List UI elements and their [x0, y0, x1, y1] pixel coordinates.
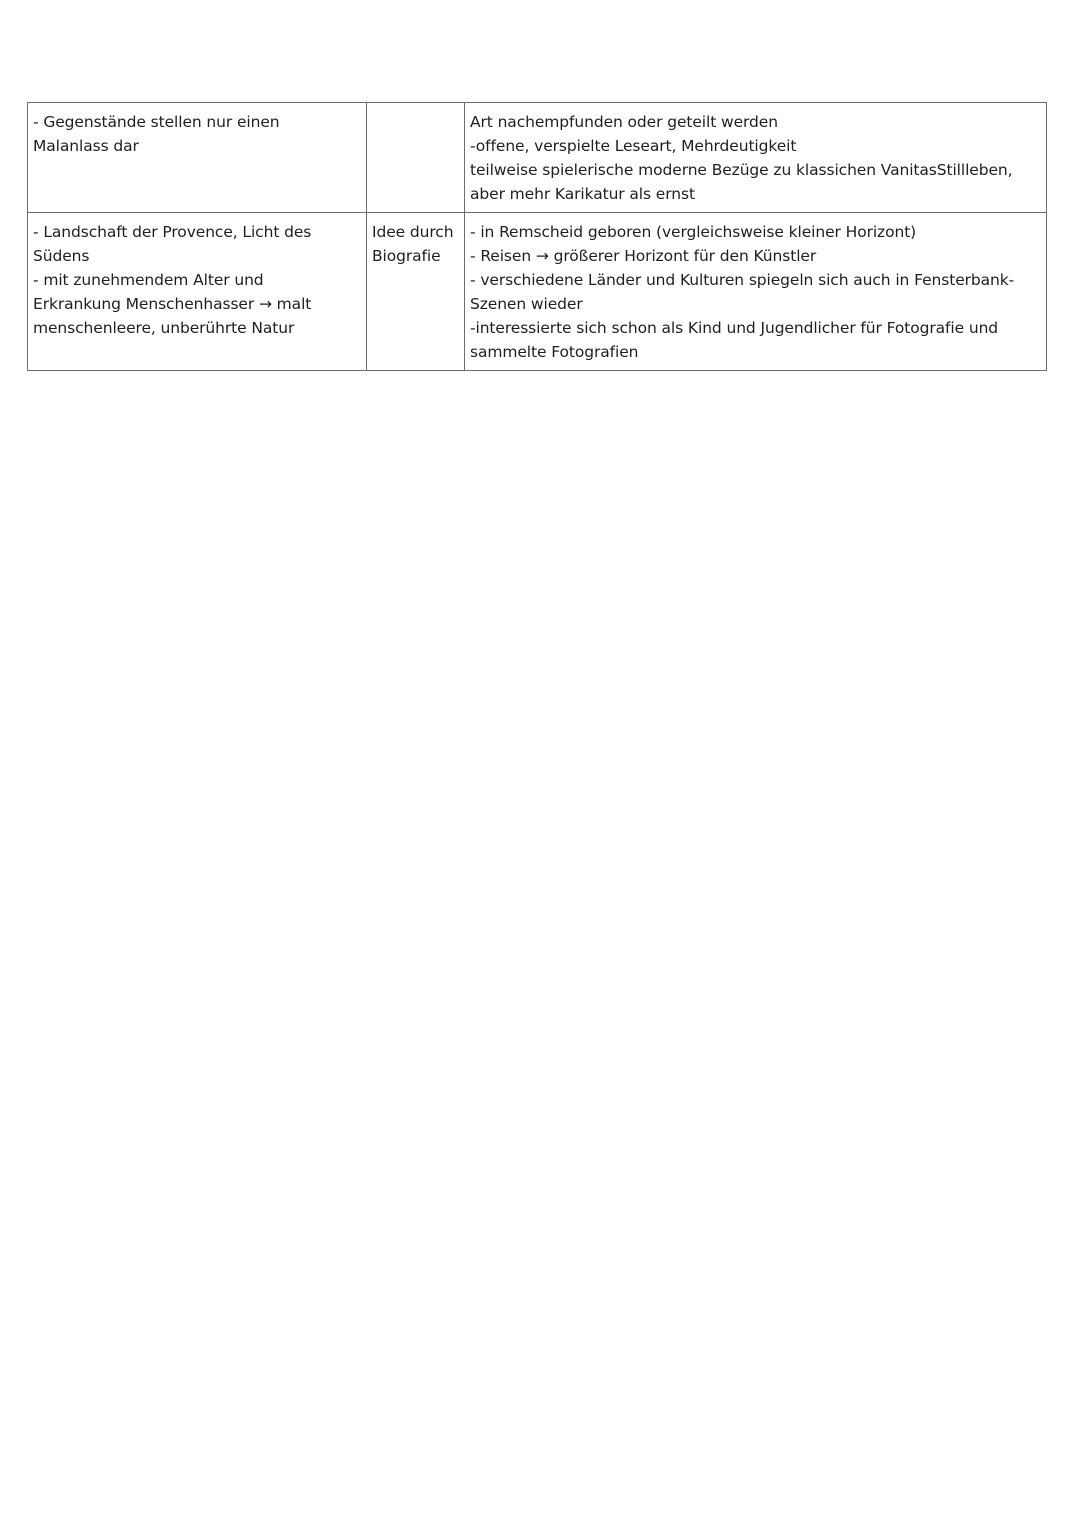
- cell-text-line: - Gegenstände stellen nur einen: [33, 113, 280, 131]
- notes-table: [27, 102, 1047, 371]
- table-cell-idea: [367, 213, 465, 371]
- cell-text-line: - mit zunehmendem Alter und: [33, 271, 264, 289]
- table-cell-description: [28, 213, 367, 371]
- cell-text-line: teilweise spielerische moderne Bezüge zu klassichen VanitasStillleben,: [470, 161, 1013, 179]
- cell-text-line: - Landschaft der Provence, Licht des: [33, 223, 312, 241]
- cell-text-line: Erkrankung Menschenhasser → malt: [33, 295, 312, 313]
- table-row: [28, 103, 1047, 213]
- table-cell-idea: [367, 103, 465, 213]
- cell-text-line: -offene, verspielte Leseart, Mehrdeutigkeit: [470, 137, 797, 155]
- table-cell-details: [465, 213, 1047, 371]
- table-cell-details: [465, 103, 1047, 213]
- cell-text-line: Südens: [33, 247, 90, 265]
- cell-text-line: menschenleere, unberührte Natur: [33, 319, 295, 337]
- cell-text-line: sammelte Fotografien: [470, 343, 639, 361]
- table-row: [28, 213, 1047, 371]
- cell-text-line: Malanlass dar: [33, 137, 139, 155]
- cell-text-line: Art nachempfunden oder geteilt werden: [470, 113, 778, 131]
- cell-text-line: - verschiedene Länder und Kulturen spiegeln sich auch in Fensterbank-: [470, 271, 1015, 289]
- cell-text-line: Szenen wieder: [470, 295, 583, 313]
- table-cell-description: [28, 103, 367, 213]
- cell-text-line: -interessierte sich schon als Kind und Jugendlicher für Fotografie und: [470, 319, 999, 337]
- cell-text-line: aber mehr Karikatur als ernst: [470, 185, 695, 203]
- cell-text-line: Idee durch: [372, 223, 454, 241]
- cell-text-line: - Reisen → größerer Horizont für den Künstler: [470, 247, 817, 265]
- cell-text-line: Biografie: [372, 247, 441, 265]
- cell-text-line: - in Remscheid geboren (vergleichsweise kleiner Horizont): [470, 223, 917, 241]
